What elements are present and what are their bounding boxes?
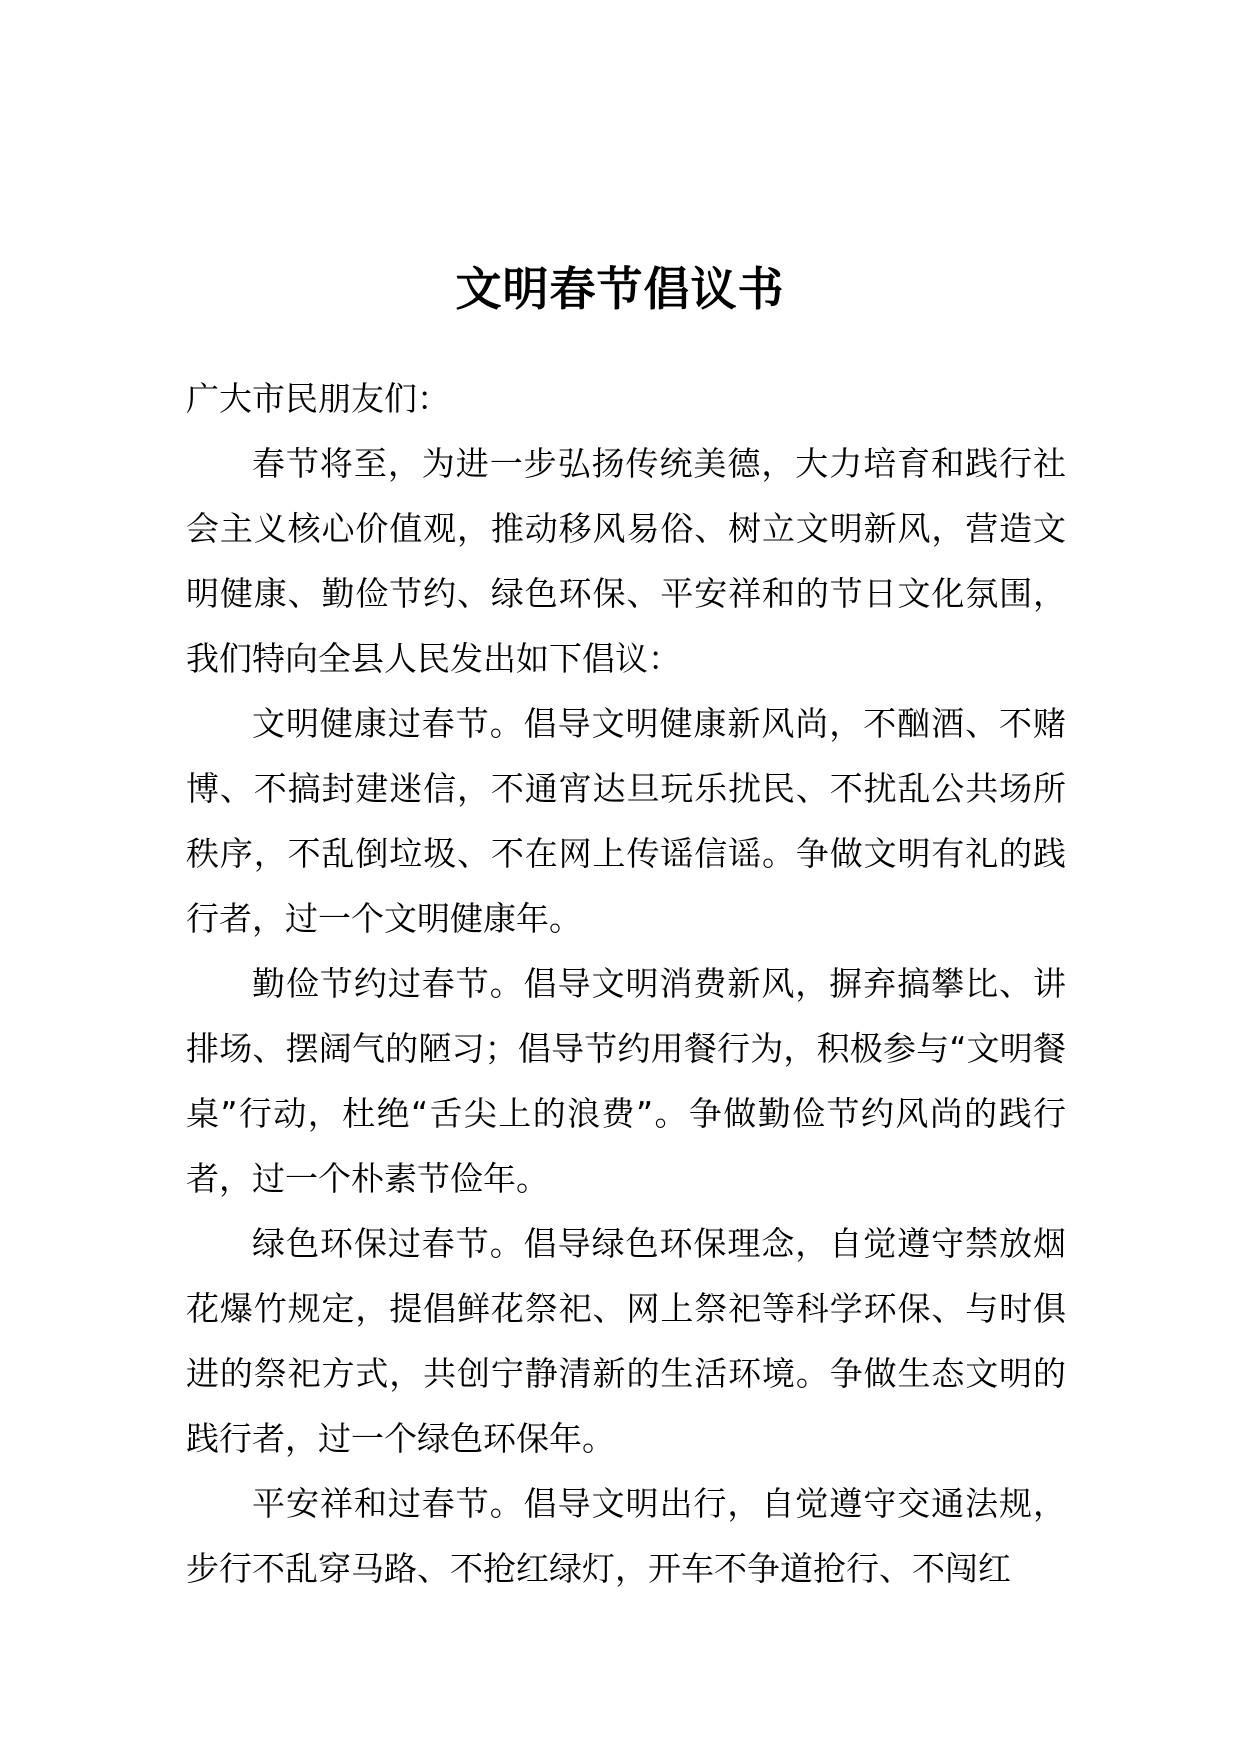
document-body — [186, 366, 1066, 1601]
paragraph-green: 绿色环保过春节。倡导绿色环保理念，自觉遵守禁放烟花爆竹规定，提倡鲜花祭祀、网上祭祀等科学环保、与时俱进的祭祀方式，共创宁静清新的生活环境。争做生态文明的践行者，过一个绿色环保年。 — [186, 1224, 1066, 1458]
document-title: 文明春节倡议书 — [455, 261, 785, 316]
paragraph-civilized-health: 文明健康过春节。倡导文明健康新风尚，不酗酒、不赌博、不搞封建迷信，不通宵达旦玩乐扰民、不扰乱公共场所秩序，不乱倒垃圾、不在网上传谣信谣。争做文明有礼的践行者，过一个文明健康年。 — [186, 704, 1066, 938]
paragraph-intro: 春节将至，为进一步弘扬传统美德，大力培育和践行社会主义核心价值观，推动移风易俗、树立文明新风，营造文明健康、勤俭节约、绿色环保、平安祥和的节日文化氛围，我们特向全县人民发出如下倡议： — [186, 444, 1066, 678]
paragraph-thrift: 勤俭节约过春节。倡导文明消费新风，摒弃搞攀比、讲排场、摆阔气的陋习；倡导节约用餐行为，积极参与“文明餐桌”行动，杜绝“舌尖上的浪费”。争做勤俭节约风尚的践行者，过一个朴素节俭年。 — [186, 964, 1066, 1198]
paragraph-safety: 平安祥和过春节。倡导文明出行，自觉遵守交通法规，步行不乱穿马路、不抢红绿灯，开车不争道抢行、不闯红 — [186, 1484, 1066, 1588]
salutation: 广大市民朋友们： — [186, 379, 450, 418]
